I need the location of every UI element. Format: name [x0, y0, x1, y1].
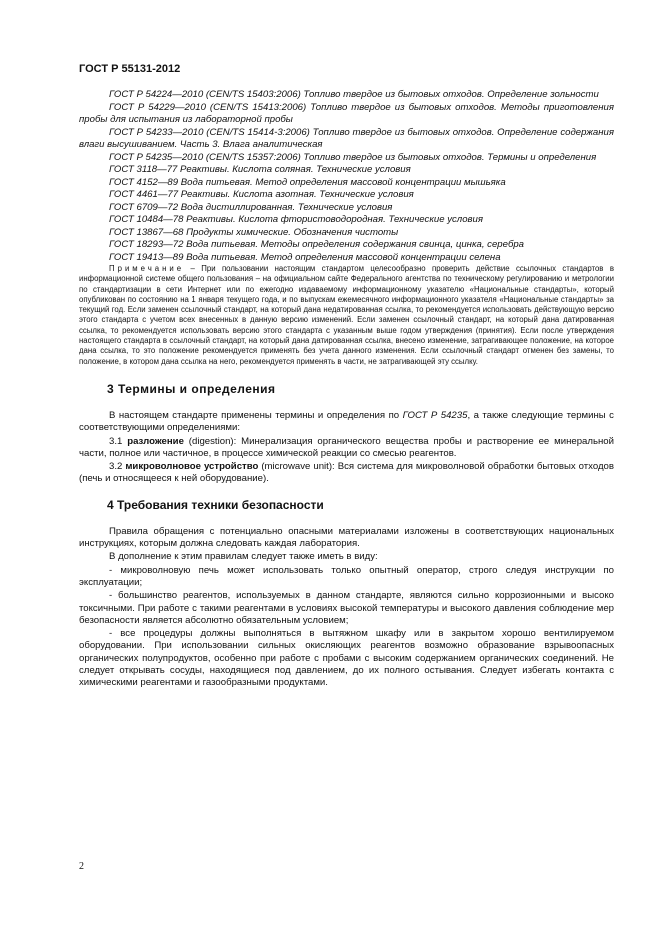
references-note: [79, 264, 614, 367]
term-definition: (digestion): Минерализация органического вещества пробы и растворение ее минеральной части, полное или частичное, в процессе химической реакции со смесью реагентов.: [79, 435, 614, 459]
term-3-1: [79, 436, 614, 461]
section-4-paragraph: - все процедуры должны выполняться в вытяжном шкафу или в закрытом хорошо вентилируемом оборудовании. При использовании сильных окисляющих реагентов возможно образование взрывоопасных органических полупродуктов, особенно при работе с пробами с высоким содержанием органических соединений. Не следует открывать сосуды, находящиеся под давлением, до их полного остывания. Следует избегать контакта с химическими реагентами и газообразными продуктами.: [79, 628, 614, 689]
term-name: разложение: [127, 435, 184, 447]
reference-item: ГОСТ Р 54235—2010 (CEN/TS 15357:2006) Топливо твердое из бытовых отходов. Термины и определения: [109, 151, 597, 163]
normative-references-list: [79, 89, 614, 264]
term-number: 3.1: [109, 435, 128, 447]
reference-item: ГОСТ Р 54224—2010 (CEN/TS 15403:2006) Топливо твердое из бытовых отходов. Определение зольности: [109, 89, 599, 100]
reference-item: ГОСТ 3118—77 Реактивы. Кислота соляная. Технические условия: [109, 164, 411, 175]
reference-item: ГОСТ 18293—72 Вода питьевая. Методы определения содержания свинца, цинка, серебра: [109, 239, 525, 250]
section-4-heading: 4 Требования техники безопасности: [107, 497, 324, 512]
reference-item: ГОСТ 4461—77 Реактивы. Кислота азотная. Технические условия: [109, 189, 414, 200]
term-3-2: [79, 461, 614, 486]
intro-reference: ГОСТ Р 54235: [402, 409, 468, 421]
section-3-body: [79, 410, 614, 486]
page-content: [79, 89, 614, 690]
reference-item: ГОСТ Р 54229—2010 (CEN/TS 15413:2006) Топливо твердое из бытовых отходов. Методы приготовления пробы для испытания из лабораторной пробы: [79, 101, 614, 125]
term-number: 3.2: [109, 461, 126, 473]
intro-text-end: , а также следующие термины с соответствующими определениями:: [79, 409, 614, 434]
reference-item: ГОСТ 19413—89 Вода питьевая. Метод определения массовой концентрации селена: [109, 251, 501, 263]
section-4-paragraph: - микроволновую печь может использовать только опытный оператор, строго следуя инструкции по эксплуатации;: [79, 564, 614, 588]
document-header: ГОСТ Р 55131-2012: [79, 63, 181, 75]
section-4-paragraph: - большинство реагентов, используемых в данном стандарте, являются сильно коррозионными и высоко токсичными. При работе с такими реагентами в условиях высокой температуры и высокого давления соблюдение мер безопасности является абсолютно обязательным условием;: [79, 590, 614, 626]
term-definition: (microwave unit): Вся система для микроволновой обработки бытовых отходов (печь и относящееся к ней оборудование).: [79, 461, 614, 485]
reference-item: ГОСТ 4152—89 Вода питьевая. Метод определения массовой концентрации мышьяка: [109, 176, 506, 188]
reference-item: ГОСТ 6709—72 Вода дистиллированная. Технические условия: [109, 201, 393, 213]
section-3-heading: 3 Термины и определения: [107, 381, 276, 396]
reference-item: ГОСТ 10484—78 Реактивы. Кислота фтористоводородная. Технические условия: [109, 214, 484, 225]
section-4-paragraph: В дополнение к этим правилам следует также иметь в виду:: [109, 551, 378, 563]
note-lead: Примечание: [109, 264, 185, 273]
intro-text: В настоящем стандарте применены термины и определения по: [109, 409, 403, 421]
section-4-body: [79, 526, 614, 690]
section-3-intro: [79, 410, 614, 435]
section-4-paragraph: Правила обращения с потенциально опасными материалами изложены в соответствующих национальных инструкциях, которым должна следовать каждая лаборатория.: [79, 525, 614, 550]
reference-item: ГОСТ Р 54233—2010 (CEN/TS 15414-3:2006) Топливо твердое из бытовых отходов. Определение содержания влаги высушиванием. Часть 3. Влага аналитическая: [79, 126, 614, 150]
reference-item: ГОСТ 13867—68 Продукты химические. Обозначения чистоты: [109, 226, 399, 238]
page-number: 2: [79, 861, 84, 872]
term-name: микроволновое устройство: [125, 461, 259, 473]
note-text: – При пользовании настоящим стандартом целесообразно проверить действие ссылочных стандартов в информационной системе общего пользования – на официальном сайте Федерального агентства по техническому регулированию и метрологии по стандартизации в сети Интернет или по ежегодно издаваемому информационному указателю «Национальные стандарты», который опубликован по состоянию на 1 января текущего года, и по выпускам ежемесячного информационного указателя «Национальные стандарты» за текущий год. Если заменен ссылочный стандарт, на который дана недатированная ссылка, то рекомендуется использовать действующую версию этого стандарта с учетом всех внесенных в данную версию изменений. Если заменен ссылочный стандарт, на который дана датированная ссылка, то рекомендуется использовать версию этого стандарта с указанным выше годом утверждения (принятия). Если после утверждения настоящего стандарта в ссылочный стандарт, на который дана датированная ссылка, внесено изменение, затрагивающее положение, на которое дана ссылка, то это положение рекомендуется применять без учета данного изменения. Если ссылочный стандарт отменен без замены, то положение, в котором дана ссылка на него, рекомендуется применять в части, не затрагивающей эту ссылку.: [79, 264, 614, 366]
